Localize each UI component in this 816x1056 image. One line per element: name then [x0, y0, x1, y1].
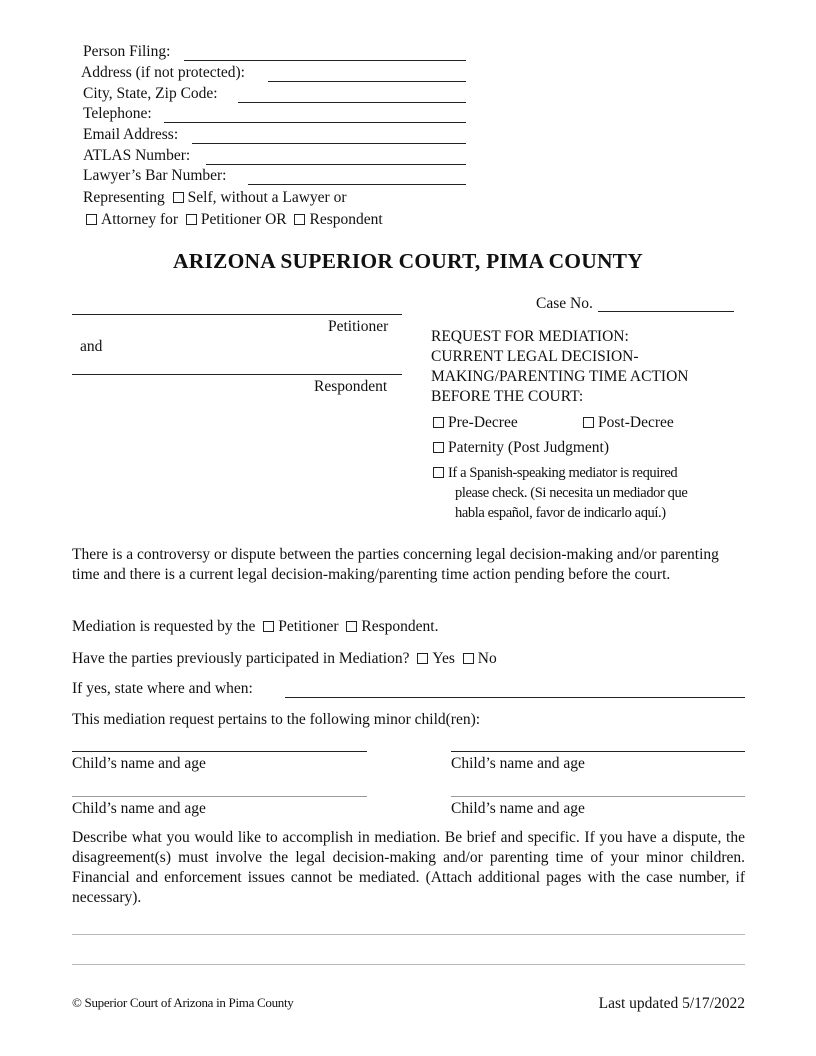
- spanish-line-2: please check. (Si necesita un mediador que: [455, 485, 688, 501]
- petitioner-name-field[interactable]: [72, 314, 402, 315]
- requested-petitioner-label: Petitioner: [278, 618, 339, 635]
- request-title-line-1: REQUEST FOR MEDIATION:: [431, 328, 629, 345]
- spanish-checkbox[interactable]: [433, 467, 444, 478]
- pre-decree-option: [433, 414, 518, 432]
- if-yes-label: If yes, state where and when:: [72, 680, 253, 697]
- requested-petitioner-checkbox[interactable]: [263, 621, 274, 632]
- child-4-label: Child’s name and age: [451, 800, 585, 817]
- spanish-line-3: habla español, favor de indicarlo aquí.): [455, 505, 666, 521]
- case-no-label: Case No.: [536, 295, 593, 312]
- previous-yes-label: Yes: [432, 650, 455, 667]
- telephone-label: Telephone:: [83, 105, 152, 122]
- respondent-checkbox[interactable]: [294, 214, 305, 225]
- person-filing-field[interactable]: [184, 60, 466, 61]
- and-label: and: [80, 338, 103, 355]
- self-label: Self, without a Lawyer or: [187, 189, 347, 206]
- city-state-zip-field[interactable]: [238, 102, 466, 103]
- previous-yes-checkbox[interactable]: [417, 653, 428, 664]
- email-field[interactable]: [192, 143, 466, 144]
- post-decree-option: [583, 414, 674, 432]
- post-decree-checkbox[interactable]: [583, 417, 594, 428]
- attorney-for-label: Attorney for: [101, 211, 179, 228]
- pertains-label: This mediation request pertains to the following minor child(ren):: [72, 711, 481, 728]
- spanish-line-1: If a Spanish-speaking mediator is required: [448, 465, 678, 481]
- requested-respondent-label: Respondent.: [361, 618, 439, 635]
- representing-label: Representing: [83, 189, 165, 206]
- attorney-checkbox[interactable]: [86, 214, 97, 225]
- pre-decree-label: Pre-Decree: [448, 414, 518, 431]
- previous-mediation-row: [72, 650, 497, 668]
- respondent-name-field[interactable]: [72, 374, 402, 375]
- city-state-zip-label: City, State, Zip Code:: [83, 85, 218, 102]
- child-1-label: Child’s name and age: [72, 755, 206, 772]
- case-no-field[interactable]: [598, 311, 734, 312]
- pre-decree-checkbox[interactable]: [433, 417, 444, 428]
- court-title: ARIZONA SUPERIOR COURT, PIMA COUNTY: [173, 249, 643, 273]
- petitioner-caption-label: Petitioner: [328, 318, 389, 335]
- paternity-checkbox[interactable]: [433, 442, 444, 453]
- respondent-label: Respondent: [309, 211, 383, 228]
- if-yes-field[interactable]: [285, 697, 745, 698]
- describe-line-1[interactable]: [72, 934, 745, 935]
- requested-respondent-checkbox[interactable]: [346, 621, 357, 632]
- paternity-label: Paternity (Post Judgment): [448, 439, 610, 456]
- child-2-label: Child’s name and age: [451, 755, 585, 772]
- previous-no-label: No: [477, 650, 497, 667]
- atlas-field[interactable]: [206, 164, 466, 165]
- petitioner-checkbox[interactable]: [186, 214, 197, 225]
- email-label: Email Address:: [83, 126, 179, 143]
- controversy-statement: There is a controversy or dispute between the parties concerning legal decision-making and/or parenting time and there is a current legal decision-making/parenting time action pending before the court.: [72, 546, 719, 583]
- post-decree-label: Post-Decree: [598, 414, 674, 431]
- requested-by-label: Mediation is requested by the: [72, 618, 256, 635]
- describe-instructions: Describe what you would like to accomplish in mediation. Be brief and specific. If you have a dispute, the disagreement(s) must involve the legal decision-making and/or parenting time of your minor children. Financial and enforcement issues cannot be mediated. (Attach additional pages with the case number, if necessary).: [72, 829, 745, 906]
- request-title-line-2: CURRENT LEGAL DECISION-: [431, 348, 639, 365]
- footer-updated: Last updated 5/17/2022: [598, 995, 745, 1012]
- petitioner-or-label: Petitioner OR: [200, 211, 287, 228]
- self-checkbox[interactable]: [173, 192, 184, 203]
- child-4-field[interactable]: [451, 796, 745, 797]
- child-3-label: Child’s name and age: [72, 800, 206, 817]
- paternity-option: [433, 439, 609, 457]
- atlas-label: ATLAS Number:: [83, 147, 191, 164]
- request-title: [431, 327, 688, 407]
- child-3-field[interactable]: [72, 796, 367, 797]
- describe-line-2[interactable]: [72, 964, 745, 965]
- child-2-field[interactable]: [451, 751, 745, 752]
- respondent-caption-label: Respondent: [314, 378, 388, 395]
- request-title-line-3: MAKING/PARENTING TIME ACTION: [431, 368, 689, 385]
- child-1-field[interactable]: [72, 751, 367, 752]
- attorney-row: [86, 211, 383, 229]
- address-field[interactable]: [268, 81, 466, 82]
- footer-copyright: © Superior Court of Arizona in Pima County: [72, 995, 294, 1010]
- person-filing-label: Person Filing:: [83, 43, 171, 60]
- telephone-field[interactable]: [164, 122, 466, 123]
- spanish-option: [433, 463, 687, 523]
- address-label: Address (if not protected):: [81, 64, 245, 81]
- bar-number-label: Lawyer’s Bar Number:: [83, 167, 227, 184]
- requested-by-row: [72, 618, 438, 636]
- bar-number-field[interactable]: [248, 184, 466, 185]
- request-title-line-4: BEFORE THE COURT:: [431, 388, 584, 405]
- representing-row: [83, 189, 347, 207]
- previous-no-checkbox[interactable]: [463, 653, 474, 664]
- previous-mediation-label: Have the parties previously participated in Mediation?: [72, 650, 410, 667]
